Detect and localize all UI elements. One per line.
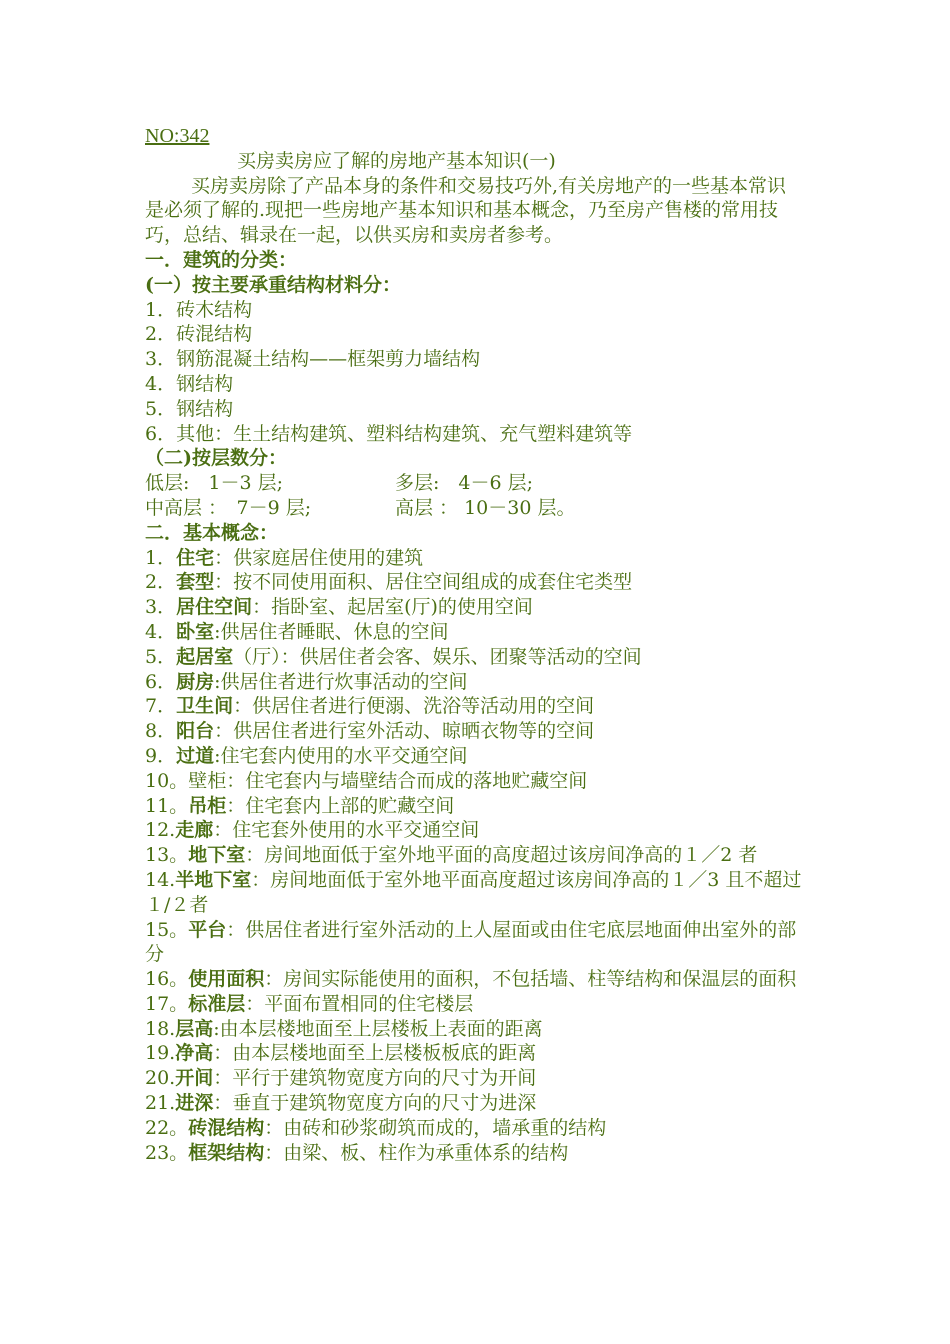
concept-definition: :由本层楼地面至上层楼板上表面的距离 bbox=[213, 1017, 543, 1040]
list-item: 1．砖木结构 bbox=[145, 298, 253, 321]
concept-definition: ：住宅套内与墙壁结合而成的落地贮藏空间 bbox=[226, 769, 588, 792]
concept-item bbox=[145, 1091, 805, 1116]
concept-number: 16。 bbox=[145, 968, 189, 991]
concept-term: 厨房 bbox=[176, 670, 215, 693]
concept-definition: ：由梁、板、柱作为承重体系的结构 bbox=[264, 1141, 569, 1164]
concept-number: 19. bbox=[145, 1042, 176, 1065]
concept-number: 14. bbox=[145, 868, 176, 891]
concept-number: 8． bbox=[145, 720, 177, 743]
concept-item bbox=[145, 992, 805, 1017]
concept-number: 3． bbox=[145, 596, 177, 619]
list-item: 3．钢筋混凝土结构——框架剪力墙结构 bbox=[145, 348, 481, 371]
concept-number: 6． bbox=[145, 670, 177, 693]
concept-term: 开间 bbox=[175, 1067, 214, 1090]
concept-term: 起居室 bbox=[176, 645, 234, 668]
concept-number: 15。 bbox=[145, 918, 189, 941]
concept-item bbox=[145, 868, 805, 918]
concept-item bbox=[145, 595, 805, 620]
concept-term: 阳台 bbox=[176, 720, 215, 743]
floors-row bbox=[145, 496, 805, 521]
concept-term: 净高 bbox=[175, 1042, 214, 1065]
concept-item bbox=[145, 769, 805, 794]
concept-number: 7． bbox=[145, 695, 177, 718]
concept-term: 住宅 bbox=[176, 546, 215, 569]
concept-item bbox=[145, 719, 805, 744]
floors-multi: 多层: 4－6 层; bbox=[395, 472, 534, 495]
concept-item bbox=[145, 818, 805, 843]
subsection-heading-floors: （二)按层数分： bbox=[145, 447, 287, 470]
concept-term: 卧室 bbox=[176, 620, 215, 643]
concept-term: 进深 bbox=[175, 1092, 214, 1115]
concept-item bbox=[145, 1141, 805, 1166]
concept-definition: ：供居住者进行室外活动、晾晒衣物等的空间 bbox=[214, 720, 595, 743]
floors-row bbox=[145, 471, 805, 496]
document-page bbox=[145, 124, 805, 1165]
concept-number: 9． bbox=[145, 744, 177, 767]
concept-number: 2． bbox=[145, 571, 177, 594]
concept-number: 5． bbox=[145, 645, 177, 668]
list-item: 4．钢结构 bbox=[145, 372, 234, 395]
concept-item bbox=[145, 794, 805, 819]
concept-definition: ：供居住者进行便溺、洗浴等活动用的空间 bbox=[233, 695, 595, 718]
concept-definition: ：垂直于建筑物宽度方向的尺寸为进深 bbox=[213, 1092, 537, 1115]
concept-term: 卫生间 bbox=[176, 695, 234, 718]
concept-list bbox=[145, 546, 805, 1166]
concept-term: 居住空间 bbox=[176, 596, 253, 619]
concept-item bbox=[145, 670, 805, 695]
concept-term: 使用面积 bbox=[188, 968, 265, 991]
concept-definition: ：按不同使用面积、居住空间组成的成套住宅类型 bbox=[214, 571, 633, 594]
concept-item bbox=[145, 1041, 805, 1066]
concept-definition: :供居住者进行炊事活动的空间 bbox=[214, 670, 468, 693]
concept-item bbox=[145, 843, 805, 868]
concept-term: 套型 bbox=[176, 571, 215, 594]
floors-mid-high: 中高层 ： 7－9 层; bbox=[145, 496, 312, 519]
concept-item bbox=[145, 918, 805, 968]
concept-term: 地下室 bbox=[188, 844, 246, 867]
concept-definition: ：房间实际能使用的面积，不包括墙、柱等结构和保温层的面积 bbox=[264, 968, 797, 991]
concept-definition: :供居住者睡眠、休息的空间 bbox=[214, 620, 449, 643]
concept-definition: （厅）：供居住者会客、娱乐、团聚等活动的空间 bbox=[233, 645, 642, 668]
concept-term: 走廊 bbox=[175, 819, 214, 842]
concept-number: 22。 bbox=[145, 1116, 189, 1139]
concept-item bbox=[145, 620, 805, 645]
concept-definition: ：住宅套内上部的贮藏空间 bbox=[226, 794, 455, 817]
concept-item bbox=[145, 645, 805, 670]
concept-definition: ：平面布置相同的住宅楼层 bbox=[245, 992, 474, 1015]
intro-paragraph: 买房卖房除了产品本身的条件和交易技巧外,有关房地产的一些基本常识是必须了解的.现把一些房地产基本知识和基本概念，乃至房产售楼的常用技巧，总结、辑录在一起，以供买房和卖房者参考。 bbox=[145, 174, 787, 247]
concept-term: 半地下室 bbox=[175, 868, 252, 891]
section-heading-concepts: 二．基本概念： bbox=[145, 521, 279, 544]
concept-definition: ：平行于建筑物宽度方向的尺寸为开间 bbox=[213, 1067, 537, 1090]
concept-number: 1． bbox=[145, 546, 177, 569]
concept-number: 12. bbox=[145, 819, 176, 842]
concept-term: 标准层 bbox=[188, 992, 246, 1015]
concept-definition: ：供家庭居住使用的建筑 bbox=[214, 546, 424, 569]
section-heading-classification: 一．建筑的分类： bbox=[145, 248, 298, 271]
concept-number: 23。 bbox=[145, 1141, 189, 1164]
subsection-heading-material: (一）按主要承重结构材料分： bbox=[145, 273, 401, 296]
concept-definition: ：房间地面低于室外地平面的高度超过该房间净高的１／2 者 bbox=[245, 844, 758, 867]
concept-item bbox=[145, 744, 805, 769]
concept-definition: ：由砖和砂浆砌筑而成的，墙承重的结构 bbox=[264, 1116, 607, 1139]
list-item: 2．砖混结构 bbox=[145, 323, 253, 346]
concept-item bbox=[145, 546, 805, 571]
concept-item bbox=[145, 1066, 805, 1091]
concept-definition: ：指卧室、起居室(厅)的使用空间 bbox=[252, 596, 533, 619]
document-title: 买房卖房应了解的房地产基本知识(一) bbox=[237, 149, 556, 172]
concept-definition: ：供居住者进行室外活动的上人屋面或由住宅底层地面伸出室外的部分 bbox=[145, 918, 797, 966]
concept-number: 17。 bbox=[145, 992, 189, 1015]
floors-low: 低层: 1－3 层; bbox=[145, 472, 284, 495]
concept-item bbox=[145, 1116, 805, 1141]
concept-number: 10。 bbox=[145, 769, 189, 792]
floors-high: 高层 ： 10－30 层。 bbox=[395, 496, 576, 519]
concept-term: 层高 bbox=[175, 1017, 214, 1040]
concept-term: 平台 bbox=[188, 918, 227, 941]
concept-definition: ：由本层楼地面至上层楼板板底的距离 bbox=[213, 1042, 537, 1065]
concept-term: 砖混结构 bbox=[188, 1116, 265, 1139]
concept-definition: ：住宅套外使用的水平交通空间 bbox=[213, 819, 480, 842]
concept-number: 13。 bbox=[145, 844, 189, 867]
concept-number: 4． bbox=[145, 620, 177, 643]
concept-item bbox=[145, 570, 805, 595]
concept-number: 18. bbox=[145, 1017, 176, 1040]
concept-number: 20. bbox=[145, 1067, 176, 1090]
concept-definition: :住宅套内使用的水平交通空间 bbox=[214, 744, 468, 767]
concept-term: 过道 bbox=[176, 744, 215, 767]
concept-number: 11。 bbox=[145, 794, 189, 817]
concept-item bbox=[145, 694, 805, 719]
concept-term: 壁柜 bbox=[188, 769, 227, 792]
concept-item bbox=[145, 1017, 805, 1042]
concept-item bbox=[145, 967, 805, 992]
list-item: 5．钢结构 bbox=[145, 397, 234, 420]
concept-term: 框架结构 bbox=[188, 1141, 265, 1164]
concept-number: 21. bbox=[145, 1092, 176, 1115]
concept-definition: ：房间地面低于室外地平面高度超过该房间净高的１／3 且不超过１/２者 bbox=[145, 868, 802, 916]
document-number: NO:342 bbox=[145, 125, 210, 147]
concept-term: 吊柜 bbox=[188, 794, 227, 817]
list-item: 6．其他：生土结构建筑、塑料结构建筑、充气塑料建筑等 bbox=[145, 422, 633, 445]
